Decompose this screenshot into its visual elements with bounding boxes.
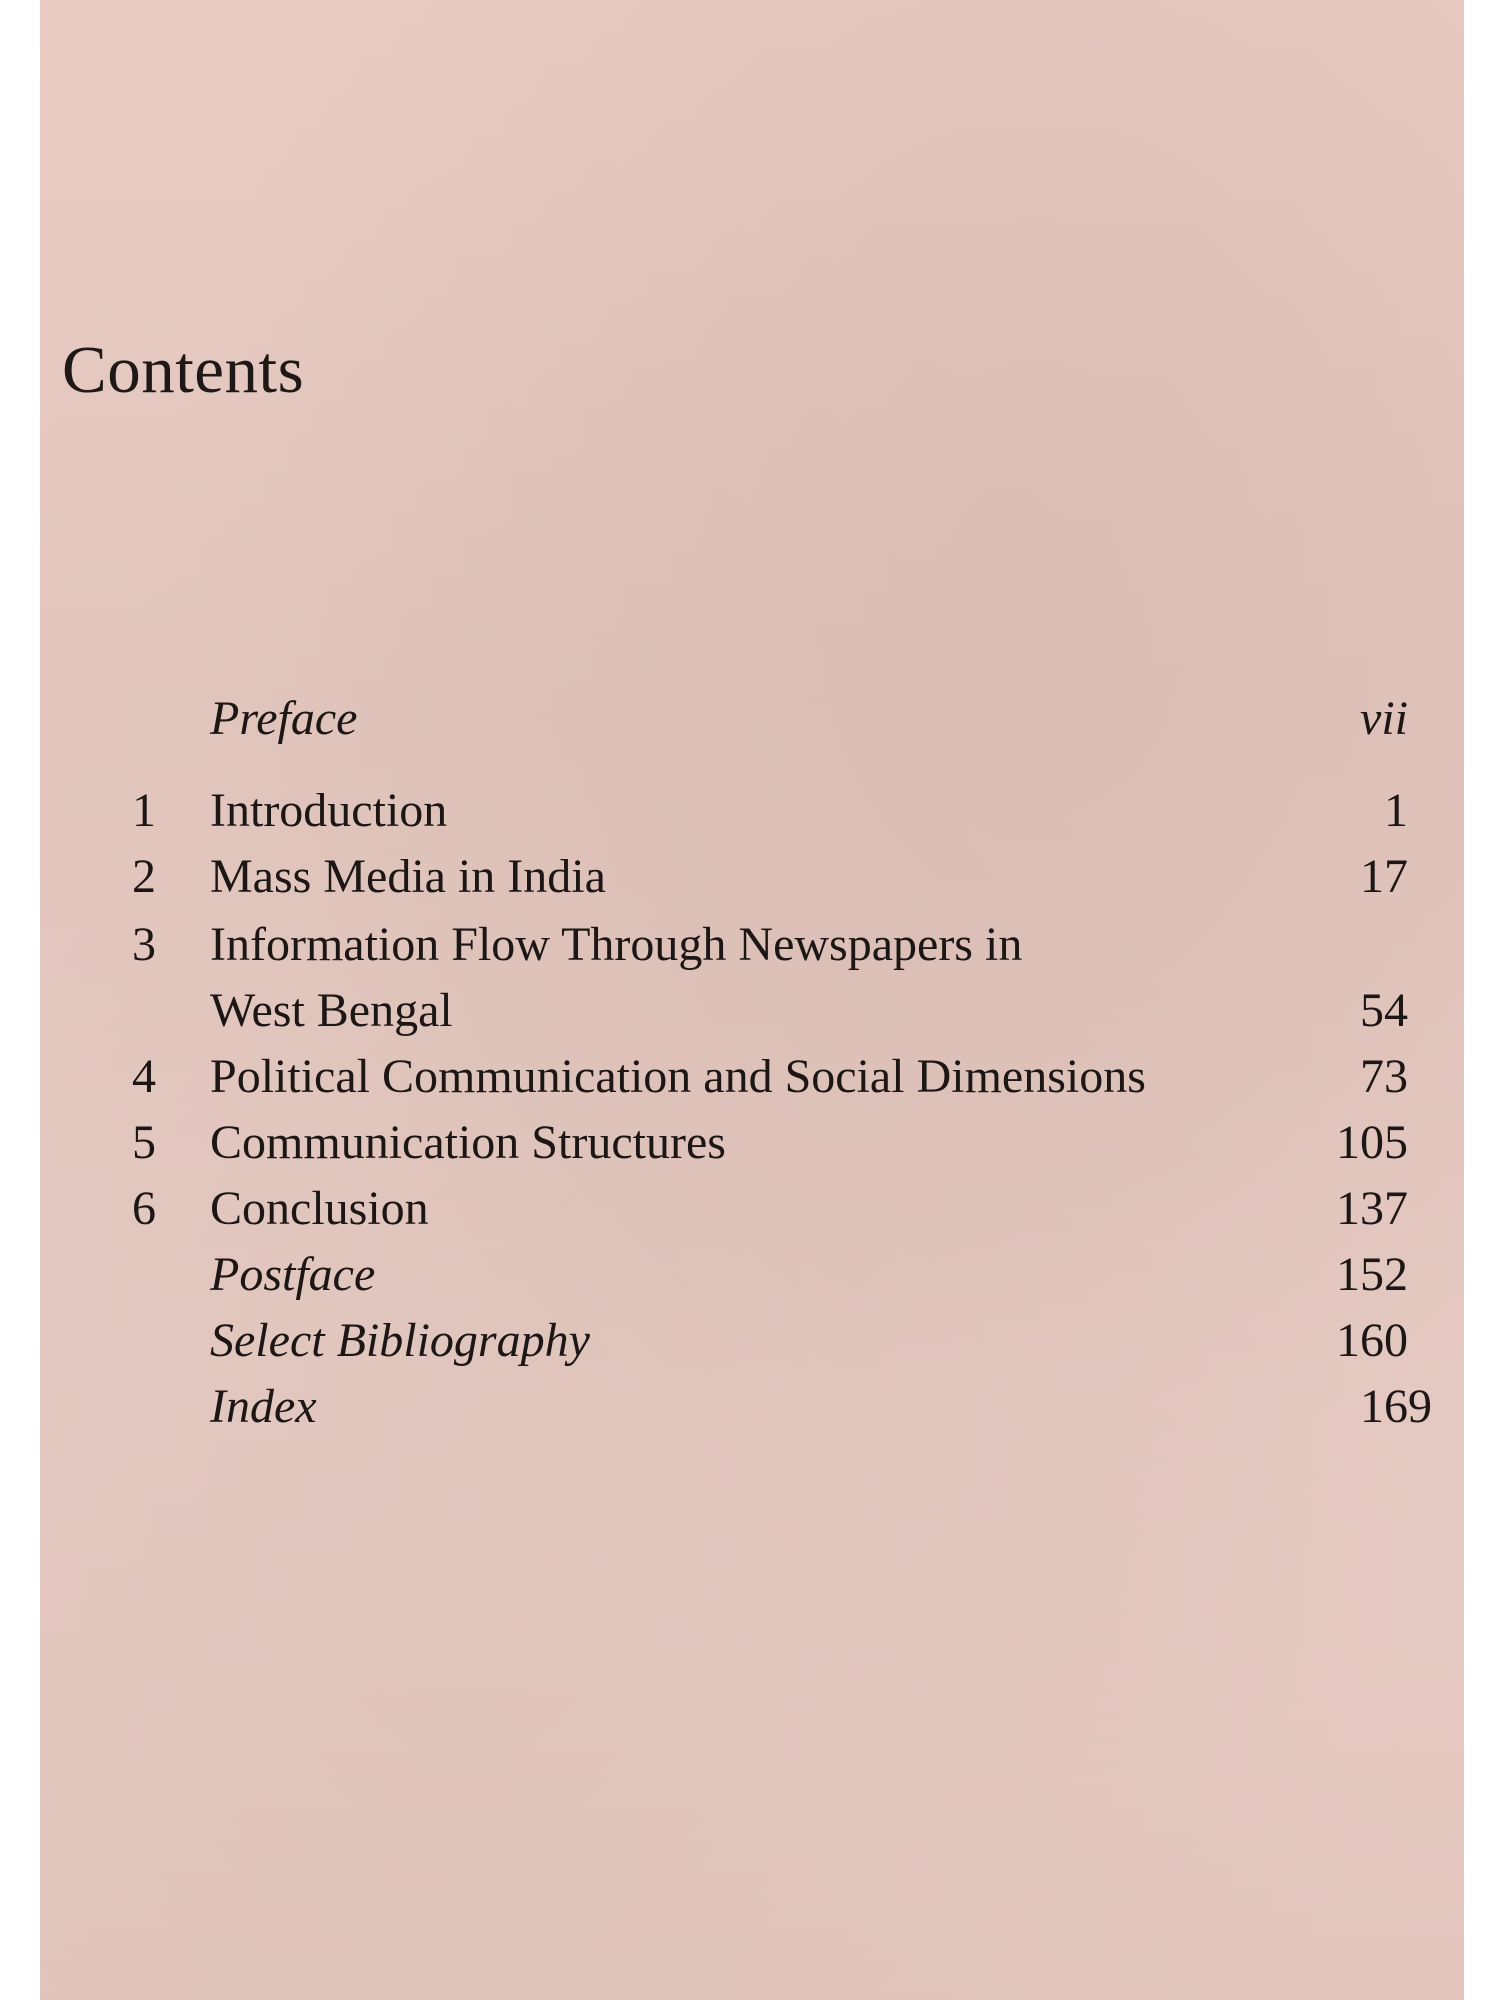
- toc-entry-page: 152: [1336, 1248, 1408, 1301]
- toc-entry-title: Postface: [210, 1248, 376, 1301]
- toc-entry-number: 6: [132, 1182, 156, 1235]
- toc-entry-title: Political Communication and Social Dimensions: [210, 1050, 1146, 1103]
- book-page: [40, 0, 1464, 2000]
- toc-entry-title: Mass Media in India: [210, 850, 606, 903]
- toc-entry-page: 54: [1360, 984, 1408, 1037]
- toc-entry-title-continuation: West Bengal: [210, 984, 453, 1037]
- toc-entry-number: 1: [132, 784, 156, 837]
- toc-entry-chapter-2: [40, 846, 1464, 908]
- toc-entry-title: Conclusion: [210, 1182, 429, 1235]
- toc-entry-page: 169: [1360, 1380, 1432, 1433]
- toc-entry-page: 73: [1360, 1050, 1408, 1103]
- table-of-contents: [40, 0, 1464, 2000]
- toc-entry-chapter-3-continued: [40, 980, 1464, 1042]
- toc-entry-chapter-4: [40, 1046, 1464, 1108]
- toc-entry-page: 137: [1336, 1182, 1408, 1235]
- toc-entry-number: 2: [132, 850, 156, 903]
- toc-entry-page: 105: [1336, 1116, 1408, 1169]
- toc-entry-title: Information Flow Through Newspapers in: [210, 918, 1023, 971]
- page-title: Contents: [62, 333, 305, 407]
- toc-entry-title: Communication Structures: [210, 1116, 726, 1169]
- toc-entry-chapter-3: [40, 914, 1464, 976]
- toc-entry-preface: [40, 688, 1464, 750]
- toc-entry-title: Index: [210, 1380, 317, 1433]
- toc-entry-page: 1: [1384, 784, 1408, 837]
- toc-entry-title: Introduction: [210, 784, 448, 837]
- toc-entry-chapter-1: [40, 780, 1464, 842]
- toc-entry-chapter-6: [40, 1178, 1464, 1240]
- toc-entry-number: 3: [132, 918, 156, 971]
- toc-entry-number: 4: [132, 1050, 156, 1103]
- toc-entry-page: 160: [1336, 1314, 1408, 1367]
- toc-entry-page: 17: [1360, 850, 1408, 903]
- toc-entry-number: 5: [132, 1116, 156, 1169]
- toc-entry-page: vii: [1360, 692, 1408, 745]
- toc-entry-postface: [40, 1244, 1464, 1306]
- toc-entry-title: Preface: [210, 692, 358, 745]
- toc-entry-title: Select Bibliography: [210, 1314, 590, 1367]
- toc-entry-index: [40, 1376, 1464, 1438]
- toc-entry-bibliography: [40, 1310, 1464, 1372]
- toc-entry-chapter-5: [40, 1112, 1464, 1174]
